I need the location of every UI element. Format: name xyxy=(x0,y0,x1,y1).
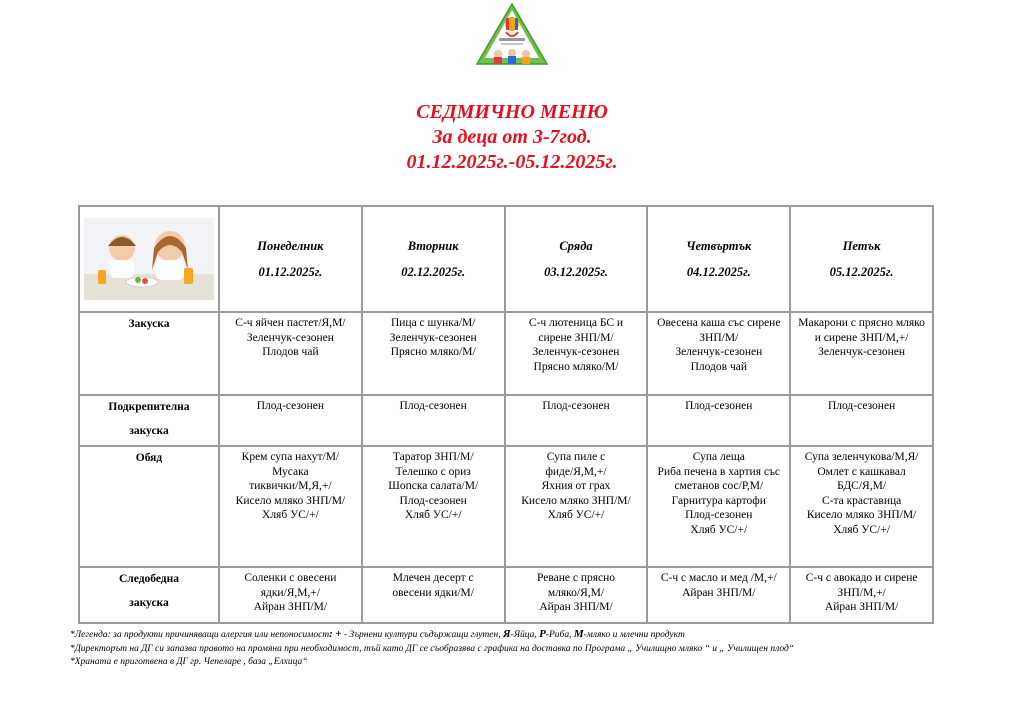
dish-line: Прясно мляко/М/ xyxy=(390,346,476,358)
menu-title-block xyxy=(0,100,1024,175)
meal-row-lunch xyxy=(79,446,933,567)
dish-line: сметанов сос/Р,М/ xyxy=(674,480,764,492)
meal-cell xyxy=(505,312,648,395)
dish-line: Зеленчук-сезонен xyxy=(246,331,334,344)
dish-line: Хляб УС/+/ xyxy=(262,509,319,521)
day-header xyxy=(362,206,505,312)
meal-row-afternoon-snack xyxy=(79,567,933,623)
dish-line: Плод-сезонен xyxy=(827,400,896,412)
dish-line: Крем супа нахут/М/ xyxy=(241,451,340,463)
dish-line: Мусака xyxy=(272,465,309,478)
director-note: *Директорът на ДГ си запазва правото на промяна при необходимост, тъй като ДГ се съобразява с графика на доставка по Програма „ Училищно мляко “ и „ Училищен плод“ xyxy=(70,643,795,654)
dish-line: Айран ЗНП/М/ xyxy=(682,586,756,599)
dish-line: Зеленчук-сезонен xyxy=(818,346,906,358)
dish-line: Кисело мляко ЗНП/М/ xyxy=(521,494,631,507)
day-header xyxy=(647,206,790,312)
menu-title: СЕДМИЧНО МЕНЮ xyxy=(416,101,608,123)
dish-line: Прясно мляко/М/ xyxy=(533,360,619,373)
day-header xyxy=(219,206,362,312)
meal-cell xyxy=(647,395,790,446)
dish-line: тиквички/М,Я,+/ xyxy=(249,480,332,492)
dish-line: Кисело мляко ЗНП/М/ xyxy=(806,509,917,521)
day-header xyxy=(790,206,933,312)
dish-line: С-ч яйчен пастет/Я,М/ xyxy=(235,317,346,329)
meal-cell xyxy=(647,312,790,395)
dish-line: Таратор ЗНП/М/ xyxy=(392,451,474,463)
meal-cell xyxy=(505,395,648,446)
meal-cell xyxy=(219,446,362,567)
header-photo-cell xyxy=(79,206,219,312)
dish-line: Хляб УС/+/ xyxy=(547,509,605,521)
day-name: Понеделник xyxy=(257,238,324,253)
legend-sym-r: Р xyxy=(539,628,546,640)
dish-line: Яхния от грах xyxy=(541,480,611,492)
meal-cell xyxy=(219,395,362,446)
dish-line: Риба печена в хартия със xyxy=(657,465,781,478)
meal-label-line: Подкрепителна xyxy=(108,401,190,413)
day-name: Сряда xyxy=(559,238,593,253)
dish-line: и сирене ЗНП/М,+/ xyxy=(814,331,909,344)
meal-label xyxy=(79,446,219,567)
meal-cell xyxy=(647,446,790,567)
dish-line: Хляб УС/+/ xyxy=(833,523,890,536)
dish-line: Супа леща xyxy=(692,451,745,463)
day-date: 01.12.2025г. xyxy=(258,265,323,279)
dish-line: Плодов чай xyxy=(690,360,747,373)
day-name: Вторник xyxy=(407,238,459,253)
meal-cell xyxy=(790,446,933,567)
footer-notes xyxy=(70,628,1010,670)
legend-m-text: -мляко и млечни продукт xyxy=(583,630,685,640)
dish-line: ЗНП/М/ xyxy=(699,331,739,344)
legend-sym-ya: Я xyxy=(502,628,511,640)
meal-label xyxy=(79,312,219,395)
dish-line: Плод-сезонен xyxy=(399,494,467,507)
menu-period: 01.12.2025г.-05.12.2025г. xyxy=(406,151,618,173)
legend-colon: : xyxy=(329,628,333,640)
meal-row-snack xyxy=(79,395,933,446)
meal-cell xyxy=(647,567,790,623)
meal-cell xyxy=(505,446,648,567)
dish-line: С-ч с масло и мед /М,+/ xyxy=(660,572,777,584)
day-date: 04.12.2025г. xyxy=(686,265,751,279)
dish-line: Млечен десерт с xyxy=(392,572,474,584)
dish-line: сирене ЗНП/М/ xyxy=(538,331,614,344)
legend-prefix: *Легенда: за продукти причиняващи алергия или непоносимост xyxy=(70,630,330,640)
dish-line: Пица с шунка/М/ xyxy=(390,317,476,329)
dish-line: Овесена каша със сирене xyxy=(657,317,781,329)
day-name: Петък xyxy=(842,238,881,253)
legend-plus-text: - Зърнени култури съдържащи глутен xyxy=(343,630,499,640)
dish-line: Плод-сезонен xyxy=(685,400,753,412)
dish-line: Телешко с ориз xyxy=(395,465,471,478)
dish-line: овесени ядки/М/ xyxy=(392,586,474,599)
day-date: 03.12.2025г. xyxy=(544,265,608,279)
dish-line: Айран ЗНП/М/ xyxy=(824,601,899,613)
dish-line: Шопска салата/М/ xyxy=(388,480,479,492)
meal-cell xyxy=(505,567,648,623)
dish-line: Макарони с прясно мляко xyxy=(798,317,925,329)
meal-cell xyxy=(362,312,505,395)
meal-cell xyxy=(219,567,362,623)
meal-cell xyxy=(790,395,933,446)
meal-label xyxy=(79,567,219,623)
meal-cell xyxy=(790,312,933,395)
dish-line: Супа пиле с xyxy=(546,451,606,463)
legend-r-text: -Риба, xyxy=(545,630,572,640)
dish-line: Плодов чай xyxy=(262,346,319,358)
day-name: Четвъртък xyxy=(686,238,752,253)
dish-line: С-та краставица xyxy=(821,494,902,507)
children-eating-photo xyxy=(84,218,214,300)
dish-line: Гарнитура картофи xyxy=(671,494,766,507)
dish-line: Хляб УС/+/ xyxy=(690,523,748,536)
meal-cell xyxy=(362,446,505,567)
table-header-row xyxy=(79,206,933,312)
meal-label-line: Следобедна xyxy=(118,573,180,585)
dish-line: БДС/Я,М/ xyxy=(837,480,887,492)
allergen-legend: *Легенда: за продукти причиняващи алергия или непоносимост: + - Зърнени култури съдържащи глутен, Я-Яйца, Р-Риба, М-мляко и млечни продукт xyxy=(70,628,685,640)
meal-cell xyxy=(219,312,362,395)
dish-line: Реване с прясно xyxy=(536,572,616,584)
dish-line: Супа зеленчукова/М,Я/ xyxy=(804,451,919,463)
kindergarten-logo xyxy=(473,2,551,70)
meal-label-line: Обяд xyxy=(135,452,163,464)
dish-line: ядки/Я,М,+/ xyxy=(260,586,321,599)
dish-line: фиде/Я,М,+/ xyxy=(545,465,607,478)
meal-cell xyxy=(790,567,933,623)
meal-row-breakfast xyxy=(79,312,933,395)
legend-sym-plus: + xyxy=(335,628,342,640)
day-header xyxy=(505,206,648,312)
dish-line: Айран ЗНП/М/ xyxy=(539,601,613,613)
dish-line: С-ч лютеница БС и xyxy=(528,317,624,329)
dish-line: Айран ЗНП/М/ xyxy=(253,601,328,613)
meal-label-line: закуска xyxy=(129,596,169,609)
dish-line: Зеленчук-сезонен xyxy=(389,331,477,344)
dish-line: Плод-сезонен xyxy=(685,509,753,521)
meal-label xyxy=(79,395,219,446)
dish-line: Плод-сезонен xyxy=(399,400,467,412)
dish-line: ЗНП/М,+/ xyxy=(837,586,886,599)
legend-sym-m: М xyxy=(573,628,584,640)
dish-line: Плод-сезонен xyxy=(256,400,325,412)
dish-line: Зеленчук-сезонен xyxy=(532,346,620,358)
meal-label-line: Закуска xyxy=(128,318,170,330)
kitchen-note: *Храната е приготвена в ДГ гр. Чепеларе , база „Елхица“ xyxy=(70,657,308,667)
menu-subtitle: За деца от 3-7год. xyxy=(432,126,592,148)
dish-line: С-ч с авокадо и сирене xyxy=(805,572,918,584)
dish-line: Омлет с кашкавал xyxy=(817,465,906,478)
dish-line: Плод-сезонен xyxy=(542,400,610,412)
dish-line: Кисело мляко ЗНП/М/ xyxy=(235,494,346,507)
dish-line: Соленки с овесени xyxy=(244,572,337,584)
day-date: 05.12.2025г. xyxy=(829,265,894,279)
meal-cell xyxy=(362,395,505,446)
dish-line: Зеленчук-сезонен xyxy=(675,346,763,358)
legend-ya-text: -Яйца, xyxy=(510,630,537,640)
meal-cell xyxy=(362,567,505,623)
weekly-menu-table xyxy=(78,205,934,624)
dish-line: мляко/Я,М/ xyxy=(547,586,605,599)
day-date: 02.12.2025г. xyxy=(401,265,466,279)
meal-label-line: закуска xyxy=(129,424,169,437)
dish-line: Хляб УС/+/ xyxy=(404,509,462,521)
